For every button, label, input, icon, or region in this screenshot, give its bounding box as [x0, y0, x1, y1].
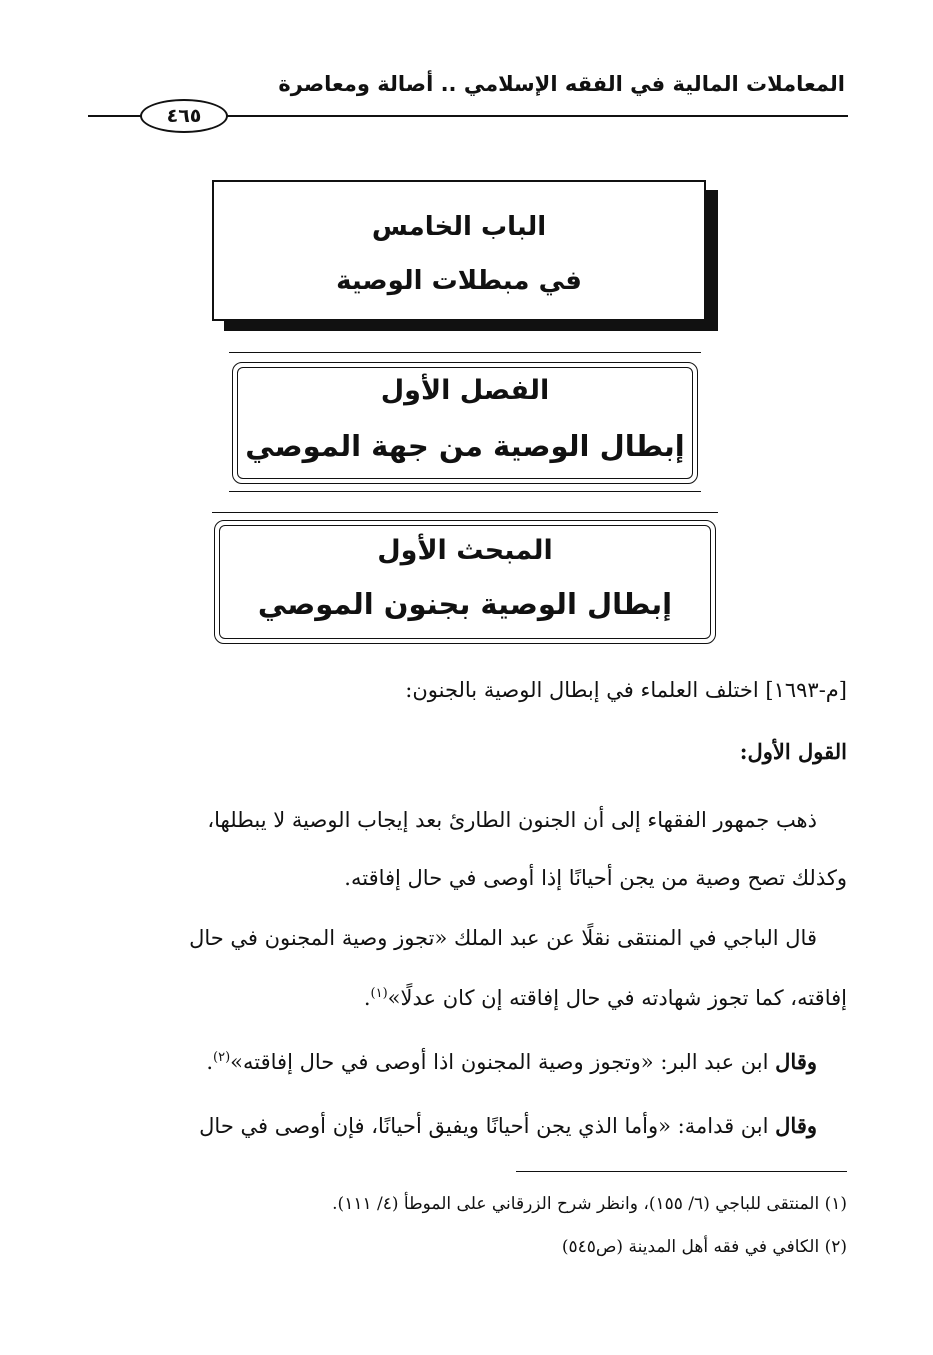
section-frame-bottom-rule	[229, 491, 701, 492]
paragraph-3	[85, 1032, 847, 1088]
chapter-title: في مبطلات الوصية	[336, 266, 582, 296]
paragraph-1-line-1: ذهب جمهور الفقهاء إلى أن الجنون الطارئ بعد إيجاب الوصية لا يبطلها،	[207, 808, 817, 832]
paragraph-2-line-2	[85, 968, 847, 1024]
paragraph-4	[85, 1100, 847, 1152]
paragraph-3-text: ابن عبد البر: «وتجوز وصية المجنون اذا أوصى في حال إفاقته»	[230, 1050, 769, 1074]
chapter-title-box	[212, 180, 706, 321]
paragraph-3-prefix: وقال	[775, 1049, 817, 1074]
paragraph-3-end: .	[206, 1050, 214, 1074]
section-label: الفصل الأول	[380, 375, 550, 406]
paragraph-4-text: ابن قدامة: «وأما الذي يجن أحيانًا ويفيق أحيانًا، فإن أوصى في حال	[199, 1114, 769, 1138]
section-frame-top-rule	[229, 352, 701, 353]
footnote-ref-1: (١)	[370, 986, 388, 1001]
footnote-rule	[516, 1171, 847, 1172]
chapter-label: الباب الخامس	[371, 212, 547, 242]
paragraph-2-end: .	[363, 986, 371, 1010]
paragraph-2-line-1: قال الباجي في المنتقى نقلًا عن عبد الملك «تجوز وصية المجنون في حال	[189, 926, 817, 950]
footnote-ref-2: (٢)	[213, 1050, 231, 1065]
paragraph-4-prefix: وقال	[775, 1113, 817, 1138]
footnote-2: (٢) الكافي في فقه أهل المدينة (ص٥٤٥)	[561, 1237, 847, 1257]
subsection-frame-top-rule	[212, 512, 718, 513]
running-header: المعاملات المالية في الفقه الإسلامي .. أصالة ومعاصرة	[278, 72, 845, 96]
section-title: إبطال الوصية من جهة الموصي	[245, 429, 685, 463]
subsection-title: إبطال الوصية بجنون الموصي	[257, 587, 673, 621]
page-number: ٤٦٥	[140, 99, 228, 133]
subsection-label: المبحث الأول	[377, 535, 553, 566]
intro-line: [م-١٦٩٣] اختلف العلماء في إبطال الوصية بالجنون:	[405, 678, 847, 702]
subsection-frame	[214, 520, 716, 644]
section-frame	[232, 362, 698, 484]
paragraph-1-line-2: وكذلك تصح وصية من يجن أحيانًا إذا أوصى في حال إفاقته.	[344, 866, 847, 890]
footnote-1: (١) المنتقى للباجي (٦/ ١٥٥)، وانظر شرح الزرقاني على الموطأ (٤/ ١١١).	[332, 1194, 847, 1214]
paragraph-2-text: إفاقته، كما تجوز شهادته في حال إفاقته إن كان عدلًا»	[387, 986, 847, 1010]
first-opinion-heading: القول الأول:	[739, 739, 847, 764]
